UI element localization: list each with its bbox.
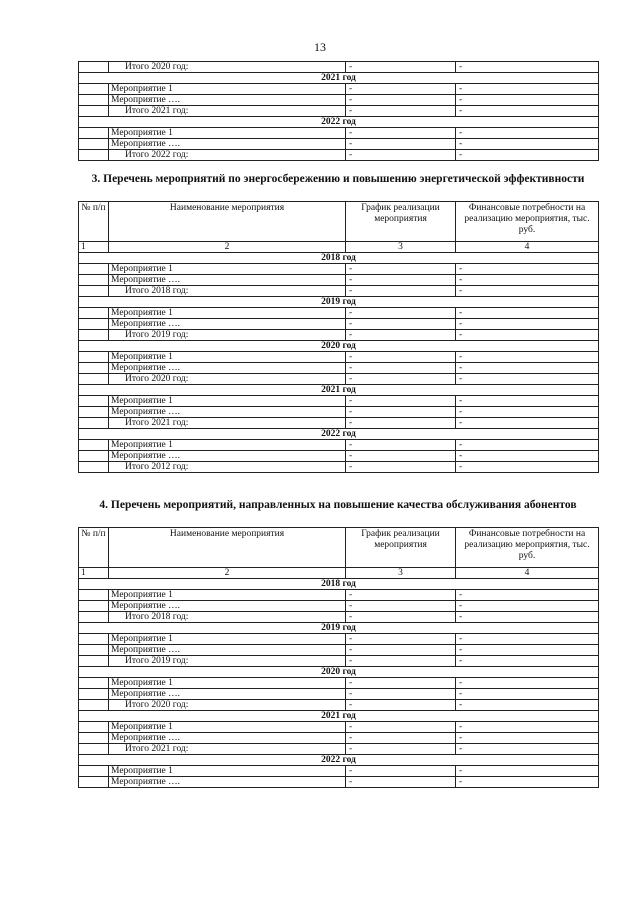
finance-cell: - (456, 139, 599, 150)
schedule-cell: - (346, 601, 456, 612)
table-row (79, 451, 599, 462)
finance-cell: - (456, 440, 599, 451)
finance-cell: - (456, 150, 599, 161)
table-row (79, 352, 599, 363)
header-finance: Финансовые потребности на реализацию мероприятия, тыс. руб. (456, 202, 599, 242)
finance-cell: - (456, 286, 599, 297)
total-row (79, 700, 599, 711)
column-number-3: 3 (346, 242, 456, 253)
row-number-cell (79, 656, 109, 667)
year-label: 2018 год (79, 579, 599, 590)
finance-cell: - (456, 330, 599, 341)
finance-cell: - (456, 744, 599, 755)
total-label: Итого 2018 год: (125, 286, 189, 296)
row-name-cell (109, 396, 346, 407)
finance-cell: - (456, 374, 599, 385)
year-label: 2021 год (79, 73, 599, 84)
row-number-cell (79, 678, 109, 689)
schedule-cell: - (346, 330, 456, 341)
activity-name: Мероприятие …. (111, 777, 181, 787)
row-number-cell (79, 62, 109, 73)
total-row (79, 744, 599, 755)
row-number-cell (79, 106, 109, 117)
activity-name: Мероприятие …. (111, 363, 181, 373)
table-row (79, 275, 599, 286)
finance-cell: - (456, 451, 599, 462)
total-row (79, 612, 599, 623)
total-row (79, 286, 599, 297)
table-header-row (79, 202, 599, 242)
row-name-cell (109, 645, 346, 656)
year-row (79, 341, 599, 352)
activity-name: Мероприятие …. (111, 319, 181, 329)
table-row (79, 766, 599, 777)
activity-name: Мероприятие …. (111, 275, 181, 285)
year-row (79, 623, 599, 634)
row-number-cell (79, 777, 109, 788)
row-name-cell (109, 612, 346, 623)
schedule-cell: - (346, 678, 456, 689)
year-label: 2021 год (79, 711, 599, 722)
row-name-cell (109, 777, 346, 788)
schedule-cell: - (346, 264, 456, 275)
table-row (79, 722, 599, 733)
row-number-cell (79, 590, 109, 601)
schedule-cell: - (346, 62, 456, 73)
header-name: Наименование мероприятия (109, 528, 346, 568)
column-number-1: 1 (79, 568, 109, 579)
year-label: 2021 год (79, 385, 599, 396)
section-4-title: 4. Перечень мероприятий, направленных на повышение качества обслуживания абонентов (99, 499, 577, 511)
header-name: Наименование мероприятия (109, 202, 346, 242)
column-number-row (79, 568, 599, 579)
section-4-body (79, 579, 599, 788)
row-number-cell (79, 319, 109, 330)
activity-name: Мероприятие 1 (111, 766, 173, 776)
row-name-cell (109, 418, 346, 429)
finance-cell: - (456, 418, 599, 429)
activity-name: Мероприятие 1 (111, 722, 173, 732)
schedule-cell: - (346, 139, 456, 150)
row-name-cell (109, 766, 346, 777)
total-label: Итого 2019 год: (125, 330, 189, 340)
finance-cell: - (456, 319, 599, 330)
schedule-cell: - (346, 106, 456, 117)
total-label: Итого 2020 год: (125, 374, 189, 384)
table-section-4 (78, 527, 599, 788)
table-row (79, 678, 599, 689)
row-name-cell (109, 330, 346, 341)
total-row (79, 462, 599, 473)
header-schedule: График реализации мероприятия (346, 528, 456, 568)
row-name-cell (109, 150, 346, 161)
total-label: Итого 2021 год: (125, 744, 189, 754)
schedule-cell: - (346, 150, 456, 161)
schedule-cell: - (346, 407, 456, 418)
table-row (79, 601, 599, 612)
row-name-cell (109, 440, 346, 451)
row-number-cell (79, 275, 109, 286)
finance-cell: - (456, 106, 599, 117)
table-row (79, 84, 599, 95)
row-name-cell (109, 722, 346, 733)
year-label: 2022 год (79, 117, 599, 128)
row-name-cell (109, 139, 346, 150)
schedule-cell: - (346, 374, 456, 385)
row-number-cell (79, 396, 109, 407)
finance-cell: - (456, 363, 599, 374)
year-label: 2018 год (79, 253, 599, 264)
table-row (79, 777, 599, 788)
year-row (79, 579, 599, 590)
row-number-cell (79, 139, 109, 150)
row-name-cell (109, 95, 346, 106)
table-row (79, 264, 599, 275)
finance-cell: - (456, 84, 599, 95)
row-number-cell (79, 601, 109, 612)
schedule-cell: - (346, 319, 456, 330)
total-label: Итого 2021 год: (125, 106, 189, 116)
activity-name: Мероприятие …. (111, 139, 181, 149)
finance-cell: - (456, 396, 599, 407)
activity-name: Мероприятие …. (111, 95, 181, 105)
column-number-2: 2 (109, 568, 346, 579)
table-row (79, 308, 599, 319)
schedule-cell: - (346, 612, 456, 623)
finance-cell: - (456, 462, 599, 473)
column-number-4: 4 (456, 568, 599, 579)
row-name-cell (109, 374, 346, 385)
row-name-cell (109, 733, 346, 744)
row-name-cell (109, 286, 346, 297)
activity-name: Мероприятие …. (111, 645, 181, 655)
activity-name: Мероприятие 1 (111, 352, 173, 362)
row-number-cell (79, 374, 109, 385)
activity-name: Мероприятие 1 (111, 396, 173, 406)
finance-cell: - (456, 766, 599, 777)
schedule-cell: - (346, 363, 456, 374)
finance-cell: - (456, 733, 599, 744)
schedule-cell: - (346, 286, 456, 297)
finance-cell: - (456, 700, 599, 711)
column-number-3: 3 (346, 568, 456, 579)
year-label: 2020 год (79, 667, 599, 678)
row-name-cell (109, 744, 346, 755)
schedule-cell: - (346, 95, 456, 106)
finance-cell: - (456, 634, 599, 645)
year-row (79, 711, 599, 722)
total-row (79, 656, 599, 667)
column-number-row (79, 242, 599, 253)
finance-cell: - (456, 689, 599, 700)
section-3-body (79, 253, 599, 473)
total-label: Итого 2012 год: (125, 462, 189, 472)
column-number-1: 1 (79, 242, 109, 253)
column-number-2: 2 (109, 242, 346, 253)
row-name-cell (109, 84, 346, 95)
row-name-cell (109, 656, 346, 667)
row-number-cell (79, 462, 109, 473)
row-name-cell (109, 590, 346, 601)
year-label: 2020 год (79, 341, 599, 352)
finance-cell: - (456, 275, 599, 286)
total-label: Итого 2019 год: (125, 656, 189, 666)
year-row (79, 73, 599, 84)
total-label: Итого 2022 год: (125, 150, 189, 160)
row-name-cell (109, 308, 346, 319)
header-number: № п/п (79, 528, 109, 568)
finance-cell: - (456, 656, 599, 667)
table-top-body (79, 62, 599, 161)
finance-cell: - (456, 62, 599, 73)
activity-name: Мероприятие 1 (111, 440, 173, 450)
row-number-cell (79, 128, 109, 139)
schedule-cell: - (346, 777, 456, 788)
finance-cell: - (456, 722, 599, 733)
column-number-4: 4 (456, 242, 599, 253)
row-number-cell (79, 612, 109, 623)
row-name-cell (109, 601, 346, 612)
table-row (79, 733, 599, 744)
table-row (79, 319, 599, 330)
finance-cell: - (456, 95, 599, 106)
row-number-cell (79, 84, 109, 95)
page-number: 13 (314, 40, 326, 54)
row-number-cell (79, 286, 109, 297)
table-row (79, 590, 599, 601)
row-number-cell (79, 308, 109, 319)
year-row (79, 117, 599, 128)
total-label: Итого 2021 год: (125, 418, 189, 428)
table-header-row (79, 528, 599, 568)
row-name-cell (109, 62, 346, 73)
table-row (79, 396, 599, 407)
total-row (79, 106, 599, 117)
table-row (79, 440, 599, 451)
year-row (79, 385, 599, 396)
finance-cell: - (456, 128, 599, 139)
table-row (79, 645, 599, 656)
total-label: Итого 2018 год: (125, 612, 189, 622)
table-row (79, 407, 599, 418)
year-label: 2022 год (79, 429, 599, 440)
table-top-continuation (78, 61, 599, 161)
activity-name: Мероприятие 1 (111, 590, 173, 600)
schedule-cell: - (346, 418, 456, 429)
row-name-cell (109, 462, 346, 473)
row-number-cell (79, 95, 109, 106)
row-name-cell (109, 678, 346, 689)
year-row (79, 297, 599, 308)
row-number-cell (79, 440, 109, 451)
row-name-cell (109, 700, 346, 711)
row-number-cell (79, 722, 109, 733)
finance-cell: - (456, 590, 599, 601)
finance-cell: - (456, 777, 599, 788)
schedule-cell: - (346, 766, 456, 777)
schedule-cell: - (346, 462, 456, 473)
row-name-cell (109, 128, 346, 139)
finance-cell: - (456, 678, 599, 689)
activity-name: Мероприятие 1 (111, 264, 173, 274)
row-number-cell (79, 766, 109, 777)
year-row (79, 429, 599, 440)
row-number-cell (79, 418, 109, 429)
activity-name: Мероприятие 1 (111, 128, 173, 138)
row-name-cell (109, 634, 346, 645)
schedule-cell: - (346, 656, 456, 667)
finance-cell: - (456, 407, 599, 418)
row-number-cell (79, 363, 109, 374)
row-number-cell (79, 407, 109, 418)
schedule-cell: - (346, 733, 456, 744)
row-number-cell (79, 451, 109, 462)
row-number-cell (79, 689, 109, 700)
table-section-3 (78, 201, 599, 473)
finance-cell: - (456, 352, 599, 363)
schedule-cell: - (346, 700, 456, 711)
activity-name: Мероприятие …. (111, 733, 181, 743)
table-row (79, 95, 599, 106)
row-name-cell (109, 407, 346, 418)
row-name-cell (109, 275, 346, 286)
total-label: Итого 2020 год: (125, 700, 189, 710)
activity-name: Мероприятие …. (111, 601, 181, 611)
schedule-cell: - (346, 451, 456, 462)
year-label: 2019 год (79, 297, 599, 308)
table-row (79, 634, 599, 645)
activity-name: Мероприятие 1 (111, 634, 173, 644)
table-row (79, 128, 599, 139)
table-row (79, 139, 599, 150)
header-number: № п/п (79, 202, 109, 242)
row-name-cell (109, 264, 346, 275)
activity-name: Мероприятие …. (111, 407, 181, 417)
row-number-cell (79, 733, 109, 744)
schedule-cell: - (346, 440, 456, 451)
schedule-cell: - (346, 275, 456, 286)
section-3-title: 3. Перечень мероприятий по энергосбережению и повышению энергетической эффективности (91, 173, 585, 185)
schedule-cell: - (346, 689, 456, 700)
table-row (79, 363, 599, 374)
total-row (79, 150, 599, 161)
year-label: 2019 год (79, 623, 599, 634)
schedule-cell: - (346, 645, 456, 656)
activity-name: Мероприятие …. (111, 451, 181, 461)
activity-name: Мероприятие 1 (111, 84, 173, 94)
table-row (79, 689, 599, 700)
total-row (79, 62, 599, 73)
activity-name: Мероприятие 1 (111, 308, 173, 318)
row-number-cell (79, 634, 109, 645)
activity-name: Мероприятие 1 (111, 678, 173, 688)
finance-cell: - (456, 264, 599, 275)
year-row (79, 253, 599, 264)
total-row (79, 418, 599, 429)
row-number-cell (79, 700, 109, 711)
schedule-cell: - (346, 308, 456, 319)
total-row (79, 374, 599, 385)
finance-cell: - (456, 645, 599, 656)
schedule-cell: - (346, 590, 456, 601)
header-finance: Финансовые потребности на реализацию мероприятия, тыс. руб. (456, 528, 599, 568)
row-number-cell (79, 150, 109, 161)
finance-cell: - (456, 601, 599, 612)
row-number-cell (79, 744, 109, 755)
row-number-cell (79, 645, 109, 656)
activity-name: Мероприятие …. (111, 689, 181, 699)
row-name-cell (109, 451, 346, 462)
row-name-cell (109, 352, 346, 363)
row-name-cell (109, 106, 346, 117)
schedule-cell: - (346, 352, 456, 363)
year-row (79, 667, 599, 678)
row-number-cell (79, 264, 109, 275)
finance-cell: - (456, 612, 599, 623)
year-label: 2022 год (79, 755, 599, 766)
finance-cell: - (456, 308, 599, 319)
row-name-cell (109, 319, 346, 330)
row-number-cell (79, 352, 109, 363)
year-row (79, 755, 599, 766)
schedule-cell: - (346, 634, 456, 645)
schedule-cell: - (346, 744, 456, 755)
row-number-cell (79, 330, 109, 341)
row-name-cell (109, 689, 346, 700)
schedule-cell: - (346, 84, 456, 95)
row-name-cell (109, 363, 346, 374)
schedule-cell: - (346, 128, 456, 139)
schedule-cell: - (346, 396, 456, 407)
total-label: Итого 2020 год: (125, 62, 189, 72)
header-schedule: График реализации мероприятия (346, 202, 456, 242)
total-row (79, 330, 599, 341)
schedule-cell: - (346, 722, 456, 733)
